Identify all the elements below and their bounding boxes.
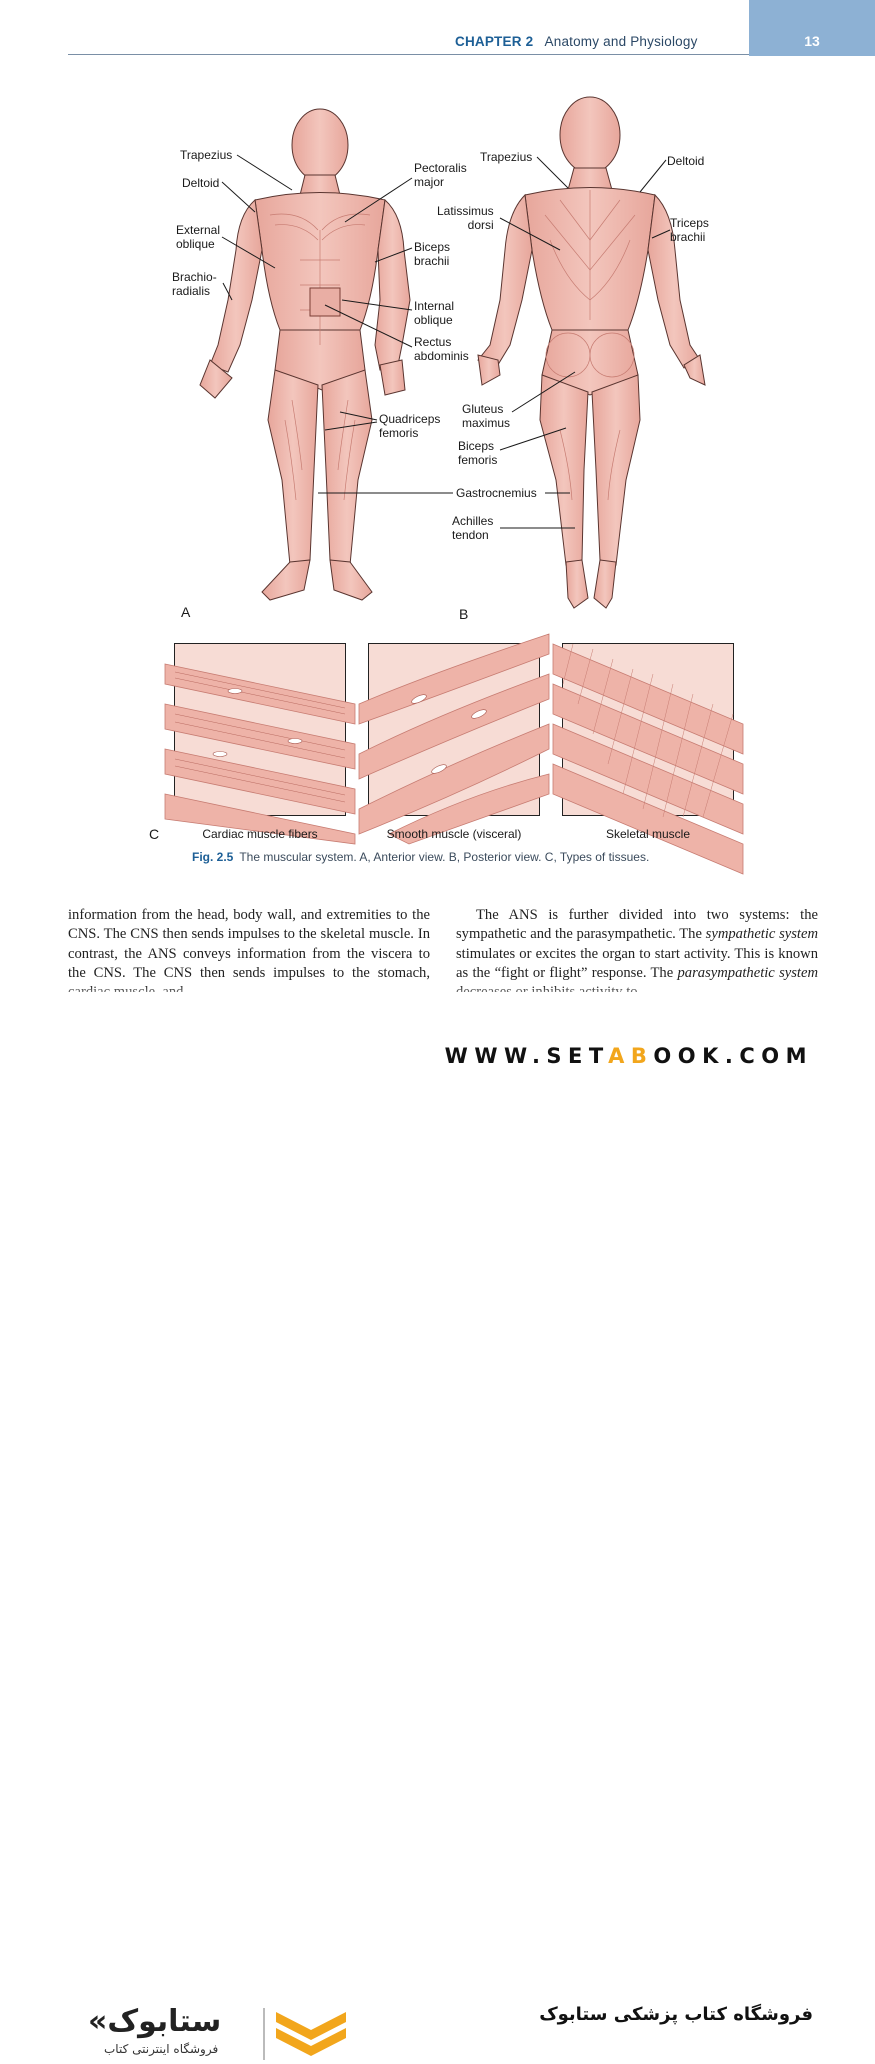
cardiac-tissue-panel bbox=[174, 643, 346, 816]
logo-subtitle: فروشگاه اینترنتی کتاب bbox=[104, 2042, 219, 2056]
panel-label-c: C bbox=[149, 826, 160, 842]
skeletal-tissue-panel bbox=[562, 643, 734, 816]
figure-caption-text: The muscular system. A, Anterior view. B, Posterior view. C, Types of tissues. bbox=[239, 850, 650, 864]
caption-cardiac: Cardiac muscle fibers bbox=[202, 827, 318, 841]
label-internal-oblique: Internal oblique bbox=[414, 299, 455, 327]
emphasis-sympathetic: sympathetic system bbox=[705, 926, 818, 943]
label-deltoid-back: Deltoid bbox=[667, 154, 705, 168]
emphasis-parasympathetic: parasympathetic system bbox=[677, 964, 818, 981]
logo-divider bbox=[263, 2008, 265, 2060]
panel-label-b: B bbox=[459, 606, 469, 622]
label-trapezius-back: Trapezius bbox=[480, 150, 533, 164]
label-external-oblique: External oblique bbox=[176, 223, 221, 251]
shop-url[interactable] bbox=[445, 1044, 813, 1068]
text-span: The ANS is further divided into two systems: the sympathetic and the parasympathetic. The bbox=[456, 907, 818, 943]
label-quadriceps-femoris: Quadriceps femoris bbox=[379, 412, 441, 440]
label-triceps-brachii: Triceps brachii bbox=[670, 216, 709, 244]
logo-wordmark: «ستابوک bbox=[88, 2004, 222, 2039]
label-biceps-femoris: Biceps femoris bbox=[458, 439, 498, 467]
label-pectoralis-major: Pectoralis major bbox=[414, 161, 467, 189]
label-trapezius-front: Trapezius bbox=[180, 148, 233, 162]
figure-number: Fig. 2.5 bbox=[192, 850, 234, 864]
panel-label-a: A bbox=[181, 604, 191, 620]
url-highlight-b: B bbox=[630, 1044, 654, 1068]
shop-name: فروشگاه کتاب پزشکی ستابوک bbox=[539, 2004, 813, 2025]
posterior-figure bbox=[478, 97, 705, 608]
label-rectus-abdominis: Rectus abdominis bbox=[414, 335, 469, 363]
setabook-logo bbox=[88, 2004, 348, 2064]
url-part: OOK.COM bbox=[653, 1044, 813, 1068]
caption-skeletal: Skeletal muscle bbox=[605, 827, 691, 841]
caption-smooth: Smooth muscle (visceral) bbox=[386, 827, 522, 841]
label-latissimus-dorsi: Latissimus dorsi bbox=[437, 204, 494, 232]
figure-caption bbox=[192, 850, 649, 864]
label-gluteus-maximus: Gluteus maximus bbox=[462, 402, 511, 430]
label-biceps-brachii: Biceps brachii bbox=[414, 240, 451, 268]
label-brachioradialis: Brachio- radialis bbox=[172, 270, 217, 298]
smooth-tissue-panel bbox=[368, 643, 540, 816]
chevron-logo-icon bbox=[276, 2010, 346, 2058]
paragraph-left: information from the head, body wall, and extremities to the CNS. The CNS then sends impulses to the skeletal muscle. In contrast, the ANS conveys information from the viscera to the CNS. The CNS then sends impulses to the stomach, bbox=[68, 907, 430, 981]
text-span: stimulates or excites the organ to start activity. This is known as the “fight or flight” response. The bbox=[456, 945, 818, 981]
label-deltoid-front: Deltoid bbox=[182, 176, 220, 190]
url-highlight-a: A bbox=[608, 1044, 631, 1068]
chapter-title: Anatomy and Physiology bbox=[544, 34, 698, 49]
anterior-figure bbox=[200, 109, 410, 600]
url-part: WWW.SET bbox=[444, 1044, 609, 1068]
chapter-number: CHAPTER 2 bbox=[455, 34, 534, 49]
label-achilles-tendon: Achilles tendon bbox=[452, 514, 494, 542]
page-number: 13 bbox=[804, 33, 820, 49]
label-gastrocnemius: Gastrocnemius bbox=[456, 486, 537, 500]
